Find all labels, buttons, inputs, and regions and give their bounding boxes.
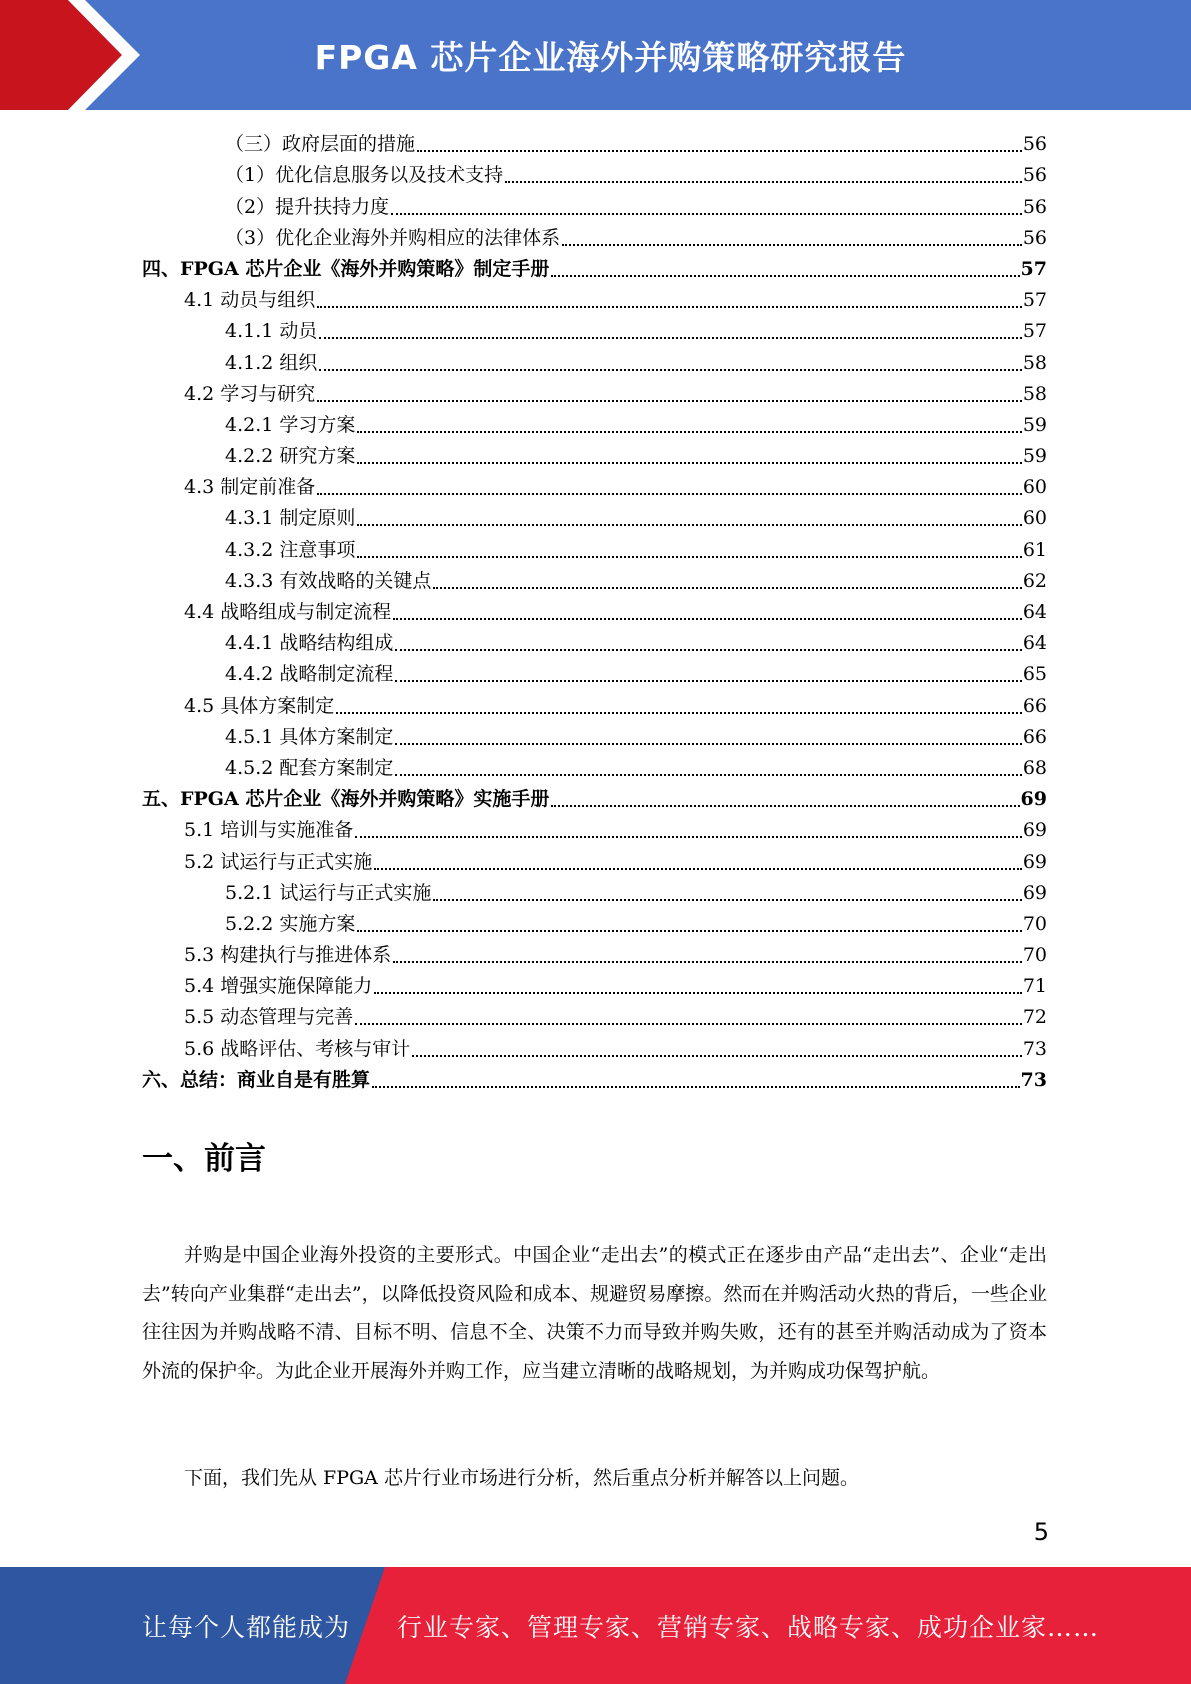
toc-dot-leader — [395, 648, 1021, 651]
toc-entry-page: 57 — [1022, 289, 1047, 312]
toc-dot-leader — [372, 1085, 1020, 1088]
toc-entry-label: 4.1 动员与组织 — [184, 289, 316, 312]
toc-dot-leader — [357, 523, 1021, 526]
toc-entry-page: 69 — [1020, 788, 1047, 811]
toc-entry-page: 61 — [1022, 538, 1047, 561]
toc-entry[interactable] — [142, 1065, 1047, 1096]
toc-entry[interactable] — [142, 878, 1047, 909]
toc-dot-leader — [355, 1022, 1022, 1025]
toc-dot-leader — [317, 492, 1022, 495]
toc-entry-label: 5.2.1 试运行与正式实施 — [225, 881, 432, 904]
toc-entry-page: 57 — [1020, 257, 1047, 280]
toc-entry-label: 5.1 培训与实施准备 — [184, 819, 354, 842]
toc-entry-page: 72 — [1022, 1006, 1047, 1029]
transition-paragraph: 下面，我们先从 FPGA 芯片行业市场进行分析，然后重点分析并解答以上问题。 — [184, 1467, 859, 1489]
toc-entry-label: 4.4 战略组成与制定流程 — [184, 601, 392, 623]
toc-entry-page: 70 — [1022, 944, 1047, 967]
toc-entry-page: 69 — [1022, 881, 1047, 904]
toc-dot-leader — [505, 180, 1022, 183]
toc-entry[interactable] — [142, 628, 1047, 659]
toc-entry[interactable] — [142, 410, 1047, 441]
toc-entry-label: 5.5 动态管理与完善 — [184, 1006, 354, 1029]
toc-entry-page: 60 — [1022, 476, 1047, 499]
toc-dot-leader — [433, 898, 1021, 901]
toc-entry[interactable] — [142, 566, 1047, 597]
toc-dot-leader — [551, 804, 1019, 807]
toc-entry-page: 59 — [1022, 445, 1047, 468]
toc-dot-leader — [417, 149, 1022, 152]
toc-entry[interactable] — [142, 503, 1047, 534]
toc-entry-label: 5.2.2 实施方案 — [225, 912, 356, 935]
toc-entry[interactable] — [142, 1002, 1047, 1033]
toc-entry-label: 五、FPGA 芯片企业《海外并购策略》实施手册 — [142, 788, 550, 811]
toc-entry-label: 5.2 试运行与正式实施 — [184, 850, 373, 873]
toc-entry-label: 4.3.2 注意事项 — [225, 538, 356, 561]
document-title: FPGA 芯片企业海外并购策略研究报告 — [314, 37, 907, 77]
table-of-contents — [142, 129, 1047, 1096]
header-arrow-decoration — [0, 0, 150, 110]
toc-entry-page: 56 — [1022, 164, 1047, 187]
toc-dot-leader — [355, 835, 1022, 838]
toc-entry[interactable] — [142, 940, 1047, 971]
toc-dot-leader — [336, 711, 1022, 714]
toc-entry[interactable] — [142, 254, 1047, 285]
page-number: 5 — [1033, 1518, 1049, 1546]
toc-entry-label: 4.4.2 战略制定流程 — [225, 663, 394, 686]
toc-entry-label: 5.4 增强实施保障能力 — [184, 975, 373, 998]
toc-entry[interactable] — [142, 690, 1047, 721]
toc-entry[interactable] — [142, 285, 1047, 316]
toc-dot-leader — [317, 305, 1022, 308]
toc-entry-page: 73 — [1020, 1068, 1047, 1091]
toc-entry-label: 4.2 学习与研究 — [184, 382, 316, 405]
toc-entry[interactable] — [142, 191, 1047, 222]
toc-entry[interactable] — [142, 909, 1047, 940]
toc-dot-leader — [395, 742, 1021, 745]
toc-dot-leader — [393, 617, 1022, 620]
toc-entry-page: 60 — [1022, 507, 1047, 530]
toc-entry-label: （1）优化信息服务以及技术支持 — [225, 164, 504, 187]
toc-entry-label: 4.3.3 有效战略的关键点 — [225, 569, 432, 592]
toc-entry[interactable] — [142, 971, 1047, 1002]
toc-entry-label: 4.2.1 学习方案 — [225, 413, 356, 436]
toc-entry-page: 58 — [1022, 351, 1047, 374]
toc-entry[interactable] — [142, 753, 1047, 784]
toc-entry[interactable] — [142, 722, 1047, 753]
toc-entry-page: 62 — [1022, 569, 1047, 592]
toc-entry-page: 71 — [1022, 975, 1047, 998]
toc-dot-leader — [319, 368, 1021, 371]
toc-dot-leader — [393, 960, 1022, 963]
toc-entry[interactable] — [142, 534, 1047, 565]
toc-dot-leader — [391, 212, 1022, 215]
toc-entry[interactable] — [142, 160, 1047, 191]
toc-entry-label: （2）提升扶持力度 — [225, 195, 390, 218]
footer-slogan-left: 让每个人都能成为 — [142, 1612, 351, 1642]
toc-dot-leader — [412, 1054, 1022, 1057]
toc-entry-label: （三）政府层面的措施 — [225, 133, 416, 156]
section-heading: 一、前言 — [142, 1141, 266, 1177]
toc-entry[interactable] — [142, 347, 1047, 378]
toc-entry-page: 65 — [1022, 663, 1047, 686]
footer-slogan-right: 行业专家、管理专家、营销专家、战略专家、成功企业家…… — [397, 1612, 1100, 1642]
toc-dot-leader — [317, 399, 1022, 402]
toc-dot-leader — [357, 929, 1021, 932]
toc-entry[interactable] — [142, 1033, 1047, 1064]
toc-dot-leader — [395, 679, 1021, 682]
toc-entry[interactable] — [142, 129, 1047, 160]
page-header — [0, 0, 1191, 110]
toc-entry-page: 64 — [1022, 632, 1047, 655]
toc-entry-label: 4.5.1 具体方案制定 — [225, 725, 394, 748]
toc-entry[interactable] — [142, 441, 1047, 472]
toc-entry[interactable] — [142, 379, 1047, 410]
toc-entry[interactable] — [142, 659, 1047, 690]
toc-entry[interactable] — [142, 784, 1047, 815]
toc-entry-label: 4.2.2 研究方案 — [225, 445, 356, 468]
toc-entry-label: （3）优化企业海外并购相应的法律体系 — [225, 226, 561, 249]
toc-entry-page: 70 — [1022, 912, 1047, 935]
toc-entry-page: 59 — [1022, 413, 1047, 436]
toc-dot-leader — [319, 336, 1021, 339]
toc-entry-label: 5.3 构建执行与推进体系 — [184, 944, 392, 967]
toc-entry-page: 66 — [1022, 694, 1047, 717]
toc-entry[interactable] — [142, 316, 1047, 347]
toc-entry-page: 56 — [1022, 195, 1047, 218]
intro-paragraph: 并购是中国企业海外投资的主要形式。中国企业“走出去”的模式正在逐步由产品“走出去”、企业“走出去”转向产业集群“走出去”，以降低投资风险和成本、规避贸易摩擦。然而在并购活动火热的背后，一些企业往往因为并购战略不清、目标不明、信息不全、决策不力而导致并购失败，还有的甚至并购活动成为了资本外流的保护伞。为此企业开展海外并购工作，应当建立清晰的战略规划，为并购成功保驾护航。 — [142, 1244, 1047, 1382]
toc-entry[interactable] — [142, 223, 1047, 254]
toc-entry[interactable] — [142, 815, 1047, 846]
toc-dot-leader — [374, 991, 1022, 994]
toc-entry-page: 66 — [1022, 725, 1047, 748]
toc-dot-leader — [562, 243, 1022, 246]
toc-entry-label: 4.1.1 动员 — [225, 320, 318, 343]
toc-entry[interactable] — [142, 846, 1047, 877]
toc-dot-leader — [357, 555, 1021, 558]
toc-entry-page: 69 — [1022, 850, 1047, 873]
toc-dot-leader — [395, 773, 1021, 776]
toc-entry-page: 57 — [1022, 320, 1047, 343]
toc-entry-page: 64 — [1022, 601, 1047, 623]
toc-entry-page: 68 — [1022, 756, 1047, 779]
toc-entry-label: 5.6 战略评估、考核与审计 — [184, 1037, 411, 1060]
toc-entry[interactable] — [142, 597, 1047, 628]
toc-entry-label: 4.1.2 组织 — [225, 351, 318, 374]
toc-entry-page: 56 — [1022, 133, 1047, 156]
toc-dot-leader — [357, 430, 1021, 433]
toc-entry[interactable] — [142, 472, 1047, 503]
toc-entry-label: 4.5 具体方案制定 — [184, 694, 335, 717]
toc-entry-label: 4.5.2 配套方案制定 — [225, 756, 394, 779]
toc-dot-leader — [357, 461, 1021, 464]
toc-entry-page: 56 — [1022, 226, 1047, 249]
toc-entry-label: 4.4.1 战略结构组成 — [225, 632, 394, 655]
toc-entry-label: 四、FPGA 芯片企业《海外并购策略》制定手册 — [142, 257, 550, 280]
toc-entry-page: 73 — [1022, 1037, 1047, 1060]
toc-dot-leader — [374, 867, 1022, 870]
toc-dot-leader — [551, 274, 1019, 277]
toc-entry-label: 六、总结：商业自是有胜算 — [142, 1068, 371, 1091]
toc-entry-label: 4.3 制定前准备 — [184, 476, 316, 499]
toc-dot-leader — [433, 586, 1021, 589]
toc-entry-page: 58 — [1022, 382, 1047, 405]
toc-entry-page: 69 — [1022, 819, 1047, 842]
toc-entry-label: 4.3.1 制定原则 — [225, 507, 356, 530]
page-footer — [0, 1567, 1191, 1684]
